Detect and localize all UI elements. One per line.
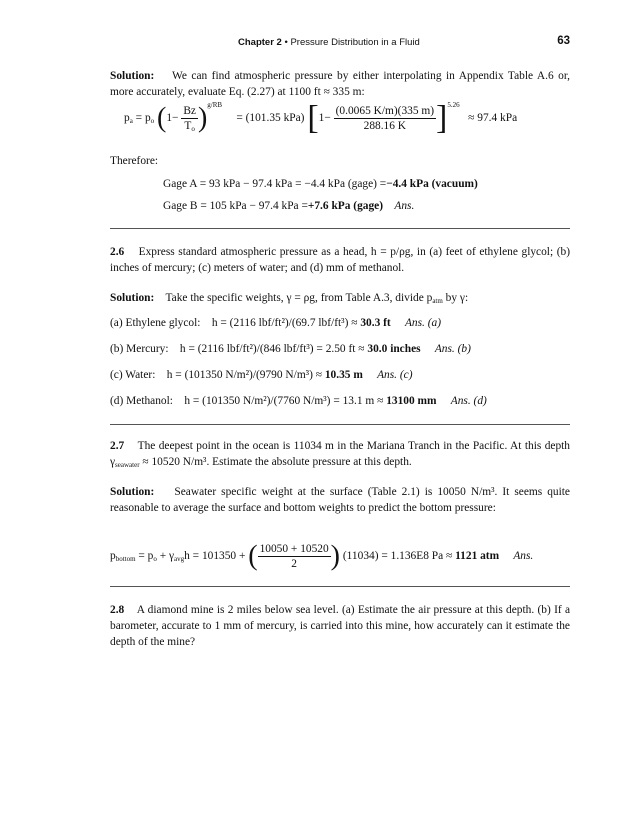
solution-2-6 xyxy=(110,290,570,306)
item-label: (a) Ethylene glycol: xyxy=(110,317,201,329)
eq-text: = (101.35 kPa) xyxy=(236,112,305,125)
solution-text: We can find atmospheric pressure by either interpolating in Appendix Table A.6 or, more accurately, evaluate Eq. (2.27) at 1100 ft ≈ 335 m: xyxy=(110,70,571,98)
eq-fraction xyxy=(181,104,198,133)
chapter-title xyxy=(238,37,420,48)
answer-b xyxy=(110,343,471,355)
bracket-close: ] xyxy=(436,99,448,137)
numerator: 10050 + 10520 xyxy=(259,543,329,555)
gage-b-line xyxy=(163,200,414,212)
denominator xyxy=(181,119,198,133)
denominator: 2 xyxy=(291,558,297,570)
ans-tag: Ans. (a) xyxy=(404,317,442,329)
eq-symbol: p xyxy=(124,112,130,125)
solution-2-7 xyxy=(110,484,570,516)
gage-b-equation: Gage B = 105 kPa − 97.4 kPa = xyxy=(163,200,308,212)
ans-tag: Ans. (d) xyxy=(450,395,487,407)
eq-subscript: seawater xyxy=(115,461,140,469)
eq-exponent: g/RB xyxy=(207,101,223,110)
item-equation: h = (2116 lbf/ft²)/(69.7 lbf/ft³) ≈ xyxy=(211,317,358,329)
eq-subscript: a xyxy=(129,117,133,126)
answer-a xyxy=(110,317,441,329)
bullet: • xyxy=(284,37,288,48)
paren-open: ( xyxy=(157,102,167,134)
problem-text: A diamond mine is 2 miles below sea level. (a) Estimate the air pressure at this depth. (b) If a barometer, accurate to 1 mm of mercury, is carried into this mine, how accurately can it estimate the depth of the mine? xyxy=(110,604,570,648)
divider xyxy=(110,228,570,229)
equation-bottom-pressure xyxy=(110,542,533,571)
problem-2-6 xyxy=(110,244,570,276)
eq-answer: 1121 atm xyxy=(455,550,500,563)
ans-tag: Ans. (b) xyxy=(434,343,471,355)
gage-a-line xyxy=(163,178,478,190)
solution-label: Solution: xyxy=(110,70,155,82)
gage-a-equation: Gage A = 93 kPa − 97.4 kPa = −4.4 kPa (gage) = xyxy=(163,178,387,190)
eq-text: h = 101350 + xyxy=(184,550,246,563)
eq-symbol: p xyxy=(110,550,116,563)
solution-label: Solution: xyxy=(110,486,155,498)
eq-fraction xyxy=(258,542,331,571)
paren-close: ) xyxy=(330,540,340,572)
solution-text: Seawater specific weight at the surface (Table 2.1) is 10050 N/m³. It seems quite reasonable to average the surface and bottom weights to predict the bottom pressure: xyxy=(110,486,570,514)
divider xyxy=(110,424,570,425)
problem-text: The deepest point in the ocean is 11034 m in the Mariana Tranch in the Pacific. At this depth γ xyxy=(110,440,570,468)
bracket-open: [ xyxy=(307,99,319,137)
denominator: 288.16 K xyxy=(363,120,407,132)
solution-text: Take the specific weights, γ = ρg, from Table A.3, divide p xyxy=(165,292,433,304)
numerator: (0.0065 K/m)(335 m) xyxy=(335,105,435,117)
eq-text: (11034) = 1.136E8 Pa ≈ xyxy=(342,550,453,563)
eq-text: 1− xyxy=(318,112,331,125)
item-equation: h = (2116 lbf/ft²)/(846 lbf/ft³) = 2.50 ft ≈ xyxy=(179,343,365,355)
eq-subscript: avg xyxy=(174,555,185,564)
eq-text: + γ xyxy=(156,550,175,563)
eq-subscript: o xyxy=(153,555,157,564)
eq-subscript: bottom xyxy=(115,555,136,564)
problem-number: 2.8 xyxy=(110,604,125,616)
eq-text: = p xyxy=(135,112,151,125)
item-answer: 13100 mm xyxy=(386,395,437,407)
solution-2-5 xyxy=(110,68,570,100)
solution-text: by γ: xyxy=(442,292,469,304)
divider xyxy=(110,586,570,587)
equation-atmospheric-pressure xyxy=(124,99,518,137)
item-answer: 30.0 inches xyxy=(367,343,421,355)
gage-b-answer: +7.6 kPa (gage) xyxy=(307,200,384,212)
item-answer: 30.3 ft xyxy=(360,317,391,329)
problem-number: 2.7 xyxy=(110,440,125,452)
gage-a-answer: −4.4 kPa (vacuum) xyxy=(386,178,478,190)
item-equation: h = (101350 N/m²)/(7760 N/m³) = 13.1 m ≈ xyxy=(184,395,384,407)
problem-2-8 xyxy=(110,602,570,650)
page-number: 63 xyxy=(557,35,570,47)
problem-2-7 xyxy=(110,438,570,470)
ans-tag: Ans. xyxy=(513,550,534,563)
item-label: (b) Mercury: xyxy=(110,343,169,355)
eq-text: = p xyxy=(138,550,154,563)
chapter-number: Chapter 2 xyxy=(238,37,282,48)
chapter-topic: Pressure Distribution in a Fluid xyxy=(290,37,420,48)
eq-subscript: o xyxy=(191,125,195,133)
item-label: (d) Methanol: xyxy=(110,395,173,407)
ans-tag: Ans. (c) xyxy=(377,369,413,381)
eq-text: T xyxy=(184,120,192,132)
therefore-label: Therefore: xyxy=(110,155,159,167)
paren-open: ( xyxy=(248,540,258,572)
eq-fraction xyxy=(334,104,436,133)
eq-text: 1− xyxy=(166,112,179,125)
eq-exponent: 5.26 xyxy=(447,101,460,110)
answer-c xyxy=(110,369,413,381)
eq-result: ≈ 97.4 kPa xyxy=(468,112,518,125)
problem-text: Express standard atmospheric pressure as a head, h = p/ρg, in (a) feet of ethylene glycol; (b) inches of mercury; (c) meters of water; and (d) mm of methanol. xyxy=(110,246,571,274)
item-answer: 10.35 m xyxy=(324,369,363,381)
answer-d xyxy=(110,395,487,407)
numerator: Bz xyxy=(183,105,196,117)
item-equation: h = (101350 N/m²)/(9790 N/m³) ≈ xyxy=(166,369,322,381)
ans-tag: Ans. xyxy=(394,200,415,212)
page-header xyxy=(110,36,570,52)
item-label: (c) Water: xyxy=(110,369,156,381)
eq-subscript: atm xyxy=(432,297,443,305)
paren-close: ) xyxy=(197,102,208,134)
solution-label: Solution: xyxy=(110,292,155,304)
problem-number: 2.6 xyxy=(110,246,125,258)
eq-subscript: o xyxy=(150,117,155,126)
problem-text: ≈ 10520 N/m³. Estimate the absolute pressure at this depth. xyxy=(139,456,412,468)
